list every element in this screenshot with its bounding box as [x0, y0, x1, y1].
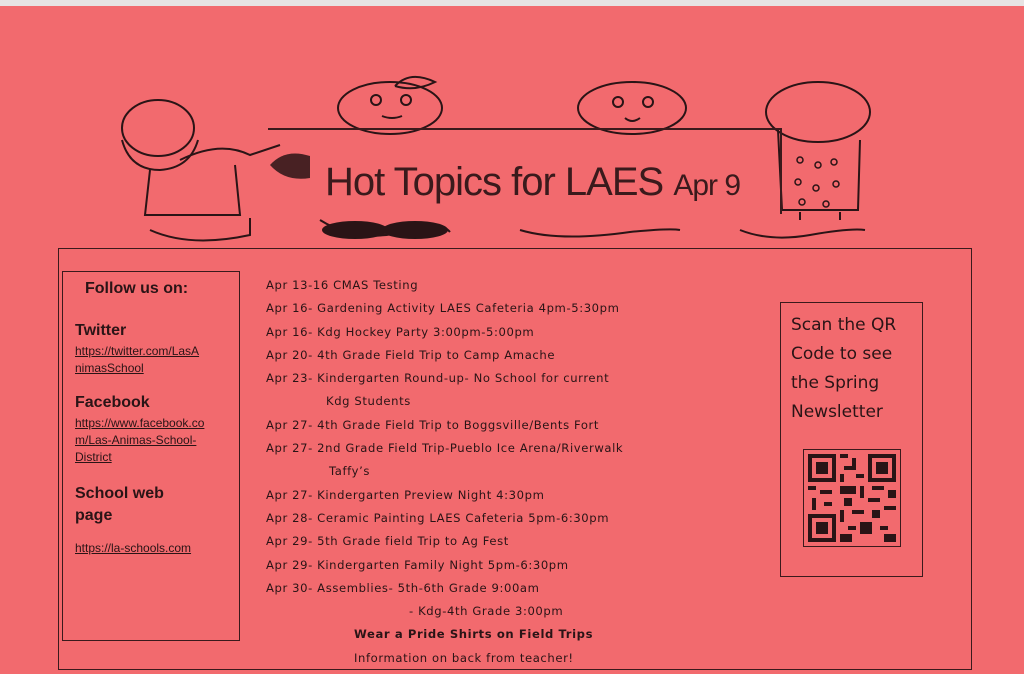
banner-date: Apr 9 [673, 169, 741, 202]
banner-title-text: Hot Topics for LAES [325, 160, 664, 204]
event-item: Apr 27- 4th Grade Field Trip to Boggsville/Bents Fort [266, 417, 600, 432]
qr-code[interactable] [803, 449, 901, 547]
events-list [266, 278, 766, 674]
event-item-continuation: Taffy’s [329, 464, 371, 479]
scan-edge [0, 0, 1024, 6]
qr-box [780, 302, 923, 577]
facebook-label: Facebook [75, 394, 150, 411]
web-link[interactable]: https://la-schools.com [75, 541, 192, 555]
field-trip-notice: Wear a Pride Shirts on Field Trips [354, 627, 594, 642]
event-item: Apr 16- Kdg Hockey Party 3:00pm-5:00pm [266, 324, 535, 339]
event-item: Apr 13-16 CMAS Testing [266, 278, 419, 292]
facebook-link[interactable]: https://www.facebook.com/Las-Animas-School-District [75, 416, 205, 464]
event-item: Apr 29- Kindergarten Family Night 5pm-6:30pm [266, 557, 569, 572]
event-item: Apr 16- Gardening Activity LAES Cafeteria 4pm-5:30pm [266, 301, 620, 316]
event-item: Apr 27- 2nd Grade Field Trip-Pueblo Ice Arena/Riverwalk [266, 441, 624, 456]
event-item: Apr 29- 5th Grade field Trip to Ag Fest [266, 534, 509, 549]
event-item: Apr 27- Kindergarten Preview Night 4:30pm [266, 487, 545, 502]
twitter-label: Twitter [75, 322, 127, 339]
qr-instructions: Scan the QR Code to see the Spring Newsletter [791, 315, 897, 422]
twitter-link[interactable]: https://twitter.com/LasAnimasSchool [75, 344, 200, 375]
event-item-continuation: - Kdg-4th Grade 3:00pm [409, 604, 564, 619]
event-item: Apr 23- Kindergarten Round-up- No School for current [266, 371, 610, 386]
event-item: Apr 30- Assemblies- 5th-6th Grade 9:00am [266, 580, 540, 595]
info-notice: Information on back from teacher! [354, 650, 574, 665]
banner-title [325, 160, 740, 205]
qr-code-icon [804, 450, 900, 546]
follow-us-box [62, 271, 240, 641]
event-item: Apr 20- 4th Grade Field Trip to Camp Amache [266, 347, 556, 362]
follow-heading: Follow us on: [85, 280, 189, 297]
web-label: School web page [75, 485, 164, 524]
event-item: Apr 28- Ceramic Painting LAES Cafeteria 5pm-6:30pm [266, 510, 610, 525]
event-item-continuation: Kdg Students [326, 394, 411, 409]
